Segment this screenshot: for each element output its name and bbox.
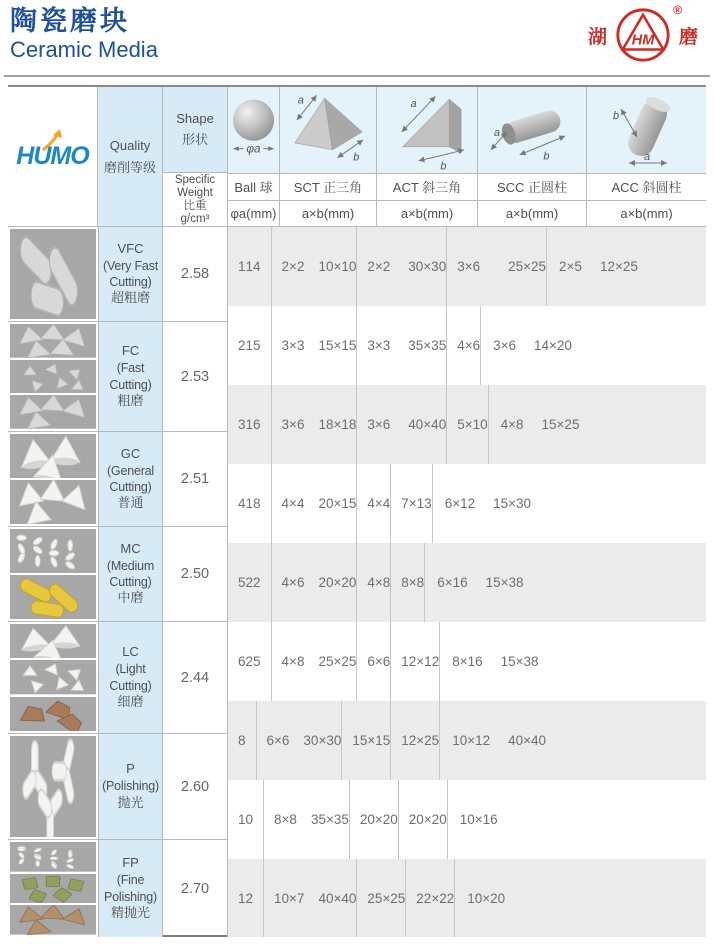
size-value: 14×20	[534, 338, 572, 353]
column-label: SCC 正圆柱	[478, 174, 586, 201]
size-value: 22×22	[416, 890, 455, 906]
cell-scc	[390, 464, 431, 543]
quality-row	[8, 322, 228, 432]
product-photo-cones-white	[10, 434, 96, 478]
size-value: 40×40	[408, 417, 447, 432]
quality-row	[8, 734, 228, 840]
size-value: 2×2	[367, 259, 391, 274]
brand-emblem	[614, 3, 682, 64]
cell-act	[349, 780, 398, 859]
size-value: 25	[245, 654, 261, 669]
size-value: 15×25	[541, 417, 580, 432]
size-value: 4×6	[281, 575, 305, 590]
product-photos	[8, 527, 98, 621]
size-value: 10×7	[274, 890, 305, 906]
size-value: 3	[238, 417, 246, 432]
cell-act	[356, 227, 446, 306]
product-photo-cones-white	[10, 624, 96, 658]
quality-row	[8, 227, 228, 322]
size-value: 4×6	[457, 338, 481, 353]
grade-name-en: (Fine Polishing)	[104, 873, 157, 904]
spec-table	[8, 85, 706, 937]
specific-weight-value: 2.70	[163, 840, 228, 937]
grade-name-en: (General Cutting)	[106, 463, 155, 494]
size-value: 40×40	[508, 733, 547, 748]
humo-logo	[8, 87, 98, 226]
product-photo-tetra-gray	[10, 360, 96, 394]
size-row	[228, 780, 706, 859]
size-value: 8×16	[452, 654, 483, 669]
size-value: 15×30	[493, 496, 532, 511]
cell-sct	[256, 701, 342, 780]
weight-label-zh: 比重	[183, 199, 207, 212]
quality-row	[8, 622, 228, 734]
cell-sct	[271, 543, 357, 622]
header-divider	[4, 75, 710, 77]
grade-name-zh: 中磨	[117, 590, 144, 606]
size-value: 18×18	[318, 417, 357, 432]
size-value: 18	[245, 496, 261, 511]
size-value: 12×25	[401, 733, 440, 748]
size-value: 10×20	[467, 890, 506, 906]
column-label: SCT 正三角	[280, 174, 376, 201]
cell-act	[356, 385, 446, 464]
specific-weight-value: 2.60	[163, 734, 228, 839]
cell-sct	[263, 780, 349, 859]
size-value: 4×4	[281, 496, 305, 511]
product-photo-cubes-green	[10, 874, 96, 904]
size-value: 4×8	[367, 575, 391, 590]
cell-scc	[390, 543, 424, 622]
product-photo-pyramids-gray	[10, 395, 96, 429]
size-value: 20×20	[408, 812, 447, 827]
quality-row	[8, 432, 228, 527]
grade-code: GC	[120, 445, 141, 461]
size-value: 8	[238, 733, 246, 748]
product-photos	[8, 840, 98, 937]
size-row	[228, 227, 706, 306]
product-photo-rods-yellow	[10, 575, 96, 619]
product-photo-tristar-white	[10, 736, 96, 837]
size-value: 15×38	[500, 654, 539, 669]
grade-name-zh: 抛光	[117, 794, 144, 810]
cell-sct	[271, 306, 357, 385]
cell-scc	[390, 701, 439, 780]
size-value: 2×5	[559, 259, 582, 274]
size-value: 12×12	[401, 654, 440, 669]
cell-ball	[228, 306, 271, 385]
grade-name-en: (Polishing)	[102, 779, 159, 794]
cell-act	[356, 859, 405, 937]
size-value: 7×13	[401, 496, 432, 511]
column-act	[377, 87, 478, 226]
grade-name-zh: 超粗磨	[110, 290, 150, 306]
angle-cut-triangle-icon	[377, 87, 477, 174]
dim-label-a: a	[297, 93, 304, 106]
column-label: Ball 球	[228, 174, 279, 201]
size-value: 35×35	[408, 338, 447, 353]
grade-code: VFC	[117, 240, 144, 256]
dim-label-b: b	[353, 151, 360, 164]
page-header	[10, 4, 704, 74]
brand-char-right: 磨	[678, 26, 698, 48]
cell-sct	[271, 385, 357, 464]
angle-cut-cylinder-icon	[587, 87, 706, 174]
dim-label-a: a	[644, 150, 651, 163]
column-label: ACT 斜三角	[377, 174, 477, 201]
grade-name-en: (Fast Cutting)	[109, 361, 152, 392]
brand-emblem-icon	[614, 6, 672, 64]
weight-unit: g/cm³	[180, 212, 210, 225]
page-title-zh: 陶瓷磨块	[10, 6, 130, 36]
size-value: 20×15	[318, 496, 357, 511]
cell-scc	[390, 622, 439, 701]
quality-grade	[98, 622, 163, 733]
size-value: 22	[245, 575, 261, 590]
product-photo-tetra-white	[10, 660, 96, 694]
dim-label-b: b	[613, 109, 620, 122]
page-title-en: Ceramic Media	[10, 37, 158, 63]
size-value: 12	[238, 890, 254, 906]
cell-act	[341, 701, 390, 780]
size-value: 6×6	[367, 654, 391, 669]
size-value: 15×38	[485, 575, 524, 590]
size-value: 8×8	[401, 575, 425, 590]
quality-label-zh: 磨削等级	[103, 159, 156, 175]
size-value: 2	[238, 338, 246, 353]
quality-grade	[98, 527, 163, 621]
cell-ball	[228, 227, 271, 306]
cell-ball	[228, 385, 271, 464]
size-value: 4	[238, 496, 246, 511]
size-value: 1	[238, 259, 246, 274]
dim-label-a: a	[410, 97, 417, 110]
brand-char-left: 湖	[587, 26, 607, 48]
straight-cut-triangle-icon	[280, 87, 376, 174]
cell-ball	[228, 780, 263, 859]
size-section	[228, 227, 706, 937]
cell-acc	[439, 622, 538, 701]
dim-label-a: a	[493, 126, 500, 139]
product-photos	[8, 622, 98, 733]
specific-weight-value: 2.44	[163, 622, 228, 733]
straight-cut-cylinder-icon	[478, 87, 586, 174]
size-value: 5×10	[457, 417, 488, 432]
grade-code: FC	[121, 343, 140, 359]
humo-logo-text: HUMO	[16, 142, 89, 170]
size-value: 15×15	[318, 338, 357, 353]
size-value: 8×8	[274, 812, 297, 827]
size-row	[228, 464, 706, 543]
size-row	[228, 701, 706, 780]
size-value: 15	[245, 338, 261, 353]
humo-swoosh-icon	[40, 129, 70, 151]
column-scc	[478, 87, 587, 226]
grade-name-zh: 普通	[117, 495, 144, 511]
cell-sct	[271, 227, 357, 306]
quality-section	[8, 227, 228, 937]
cell-ball	[228, 701, 256, 780]
grade-name-en: (Light Cutting)	[109, 662, 152, 693]
cell-acc	[546, 227, 638, 306]
size-value: 15×15	[352, 733, 391, 748]
size-value: 2×2	[281, 259, 305, 274]
cell-ball	[228, 464, 271, 543]
cell-ball	[228, 622, 271, 701]
product-photo-prisms-gray	[10, 324, 96, 358]
size-value: 4×8	[500, 417, 524, 432]
dim-label-phia: φa	[246, 142, 261, 156]
size-value: 25×25	[367, 890, 406, 906]
size-value: 6	[238, 654, 246, 669]
grade-code: LC	[122, 644, 139, 660]
cell-sct	[263, 859, 356, 937]
column-unit: φa(mm)	[230, 205, 277, 221]
size-value: 3×6	[281, 417, 305, 432]
product-photos	[8, 227, 98, 321]
size-value: 14	[245, 259, 261, 274]
size-row	[228, 859, 706, 937]
specific-weight-header	[163, 173, 227, 226]
product-photos	[8, 734, 98, 839]
weight-label-en: Specific Weight	[174, 173, 216, 199]
quality-grade	[98, 734, 163, 839]
quality-grade	[98, 432, 163, 526]
column-unit: a×b(mm)	[400, 205, 454, 221]
size-value: 40×40	[318, 890, 357, 906]
size-value: 3×6	[367, 417, 391, 432]
grade-code: P	[126, 761, 135, 777]
brand-logo	[587, 3, 698, 64]
cell-act	[356, 306, 446, 385]
size-value: 3×3	[281, 338, 305, 353]
size-value: 10×12	[452, 733, 491, 748]
specific-weight-value: 2.53	[163, 322, 228, 431]
specific-weight-value: 2.58	[163, 227, 228, 321]
cell-scc	[446, 227, 546, 306]
size-row	[228, 543, 706, 622]
size-row	[228, 385, 706, 464]
quality-row	[8, 527, 228, 622]
size-value: 4×8	[281, 654, 305, 669]
column-unit: a×b(mm)	[620, 205, 673, 221]
size-value: 30×30	[408, 259, 447, 274]
size-value: 5	[238, 575, 246, 590]
cell-act	[356, 464, 390, 543]
sphere-icon	[228, 87, 279, 174]
product-photos	[8, 432, 98, 526]
cell-acc	[424, 543, 523, 622]
size-value: 12×25	[599, 259, 638, 274]
size-value: 20×20	[359, 812, 398, 827]
registered-mark: ®	[673, 3, 682, 17]
product-photo-chips-white	[10, 529, 96, 573]
shape-column-header	[163, 87, 228, 226]
cell-sct	[271, 622, 357, 701]
grade-code: MC	[120, 540, 141, 556]
column-label: ACC 斜圆柱	[587, 174, 706, 201]
specific-weight-value: 2.51	[163, 432, 228, 526]
dim-label-b: b	[440, 160, 447, 173]
product-photo-grains-white	[10, 842, 96, 872]
table-header	[8, 87, 706, 227]
cell-ball	[228, 859, 263, 937]
quality-grade	[98, 227, 163, 321]
cell-act	[356, 543, 390, 622]
size-value: 25×25	[508, 259, 547, 274]
quality-grade	[98, 322, 163, 431]
size-value: 30×30	[303, 733, 342, 748]
column-ball	[228, 87, 280, 226]
size-value: 3×3	[367, 338, 391, 353]
grade-name-zh: 粗磨	[117, 392, 144, 408]
column-acc	[587, 87, 706, 226]
cell-scc	[405, 859, 454, 937]
product-photo-pyramids-white	[10, 480, 96, 524]
cell-acc	[447, 780, 498, 859]
product-photo-pyramids-bronze	[10, 905, 96, 935]
size-value: 35×35	[310, 812, 349, 827]
specific-weight-value: 2.50	[163, 527, 228, 621]
size-value: 25×25	[318, 654, 357, 669]
size-value: 10×16	[459, 812, 498, 827]
quality-row	[8, 840, 228, 937]
size-value: 4×4	[367, 496, 391, 511]
size-value: 10×10	[318, 259, 357, 274]
column-sct	[280, 87, 377, 226]
cell-acc	[439, 701, 546, 780]
grade-name-en: (Medium Cutting)	[106, 558, 155, 589]
size-row	[228, 306, 706, 385]
shape-label-zh: 形状	[181, 132, 208, 148]
cell-acc	[480, 306, 572, 385]
column-unit: a×b(mm)	[505, 205, 559, 221]
size-value: 3×6	[457, 259, 481, 274]
size-value: 6×16	[437, 575, 468, 590]
grade-name-en: (Very Fast Cutting)	[103, 258, 158, 289]
product-photos	[8, 322, 98, 431]
cell-acc	[454, 859, 505, 937]
column-unit: a×b(mm)	[301, 205, 355, 221]
dim-label-b: b	[543, 150, 550, 163]
size-value: 20×20	[318, 575, 357, 590]
cell-scc	[446, 385, 487, 464]
quality-label-en: Quality	[109, 137, 151, 153]
cell-acc	[432, 464, 531, 543]
size-row	[228, 622, 706, 701]
quality-column-header	[98, 87, 163, 226]
grade-name-zh: 精抛光	[110, 904, 150, 920]
cell-scc	[446, 306, 480, 385]
grade-name-zh: 细磨	[117, 693, 144, 709]
shape-label-en: Shape	[176, 111, 214, 127]
cell-ball	[228, 543, 271, 622]
size-value: 6×6	[266, 733, 290, 748]
shape-header-cell	[163, 87, 227, 173]
cell-act	[356, 622, 390, 701]
size-value: 6×12	[444, 496, 476, 511]
quality-grade	[98, 840, 163, 937]
cell-scc	[398, 780, 447, 859]
brand-monogram: HM	[631, 32, 655, 49]
grade-code: FP	[122, 855, 139, 871]
cell-sct	[271, 464, 357, 543]
product-photo-rods-gray	[10, 229, 96, 319]
product-photo-chunks-brown	[10, 697, 96, 731]
size-value: 3×6	[493, 338, 517, 353]
cell-acc	[488, 385, 580, 464]
size-value: 10	[238, 812, 254, 827]
size-value: 16	[245, 417, 261, 432]
table-body	[8, 227, 706, 937]
